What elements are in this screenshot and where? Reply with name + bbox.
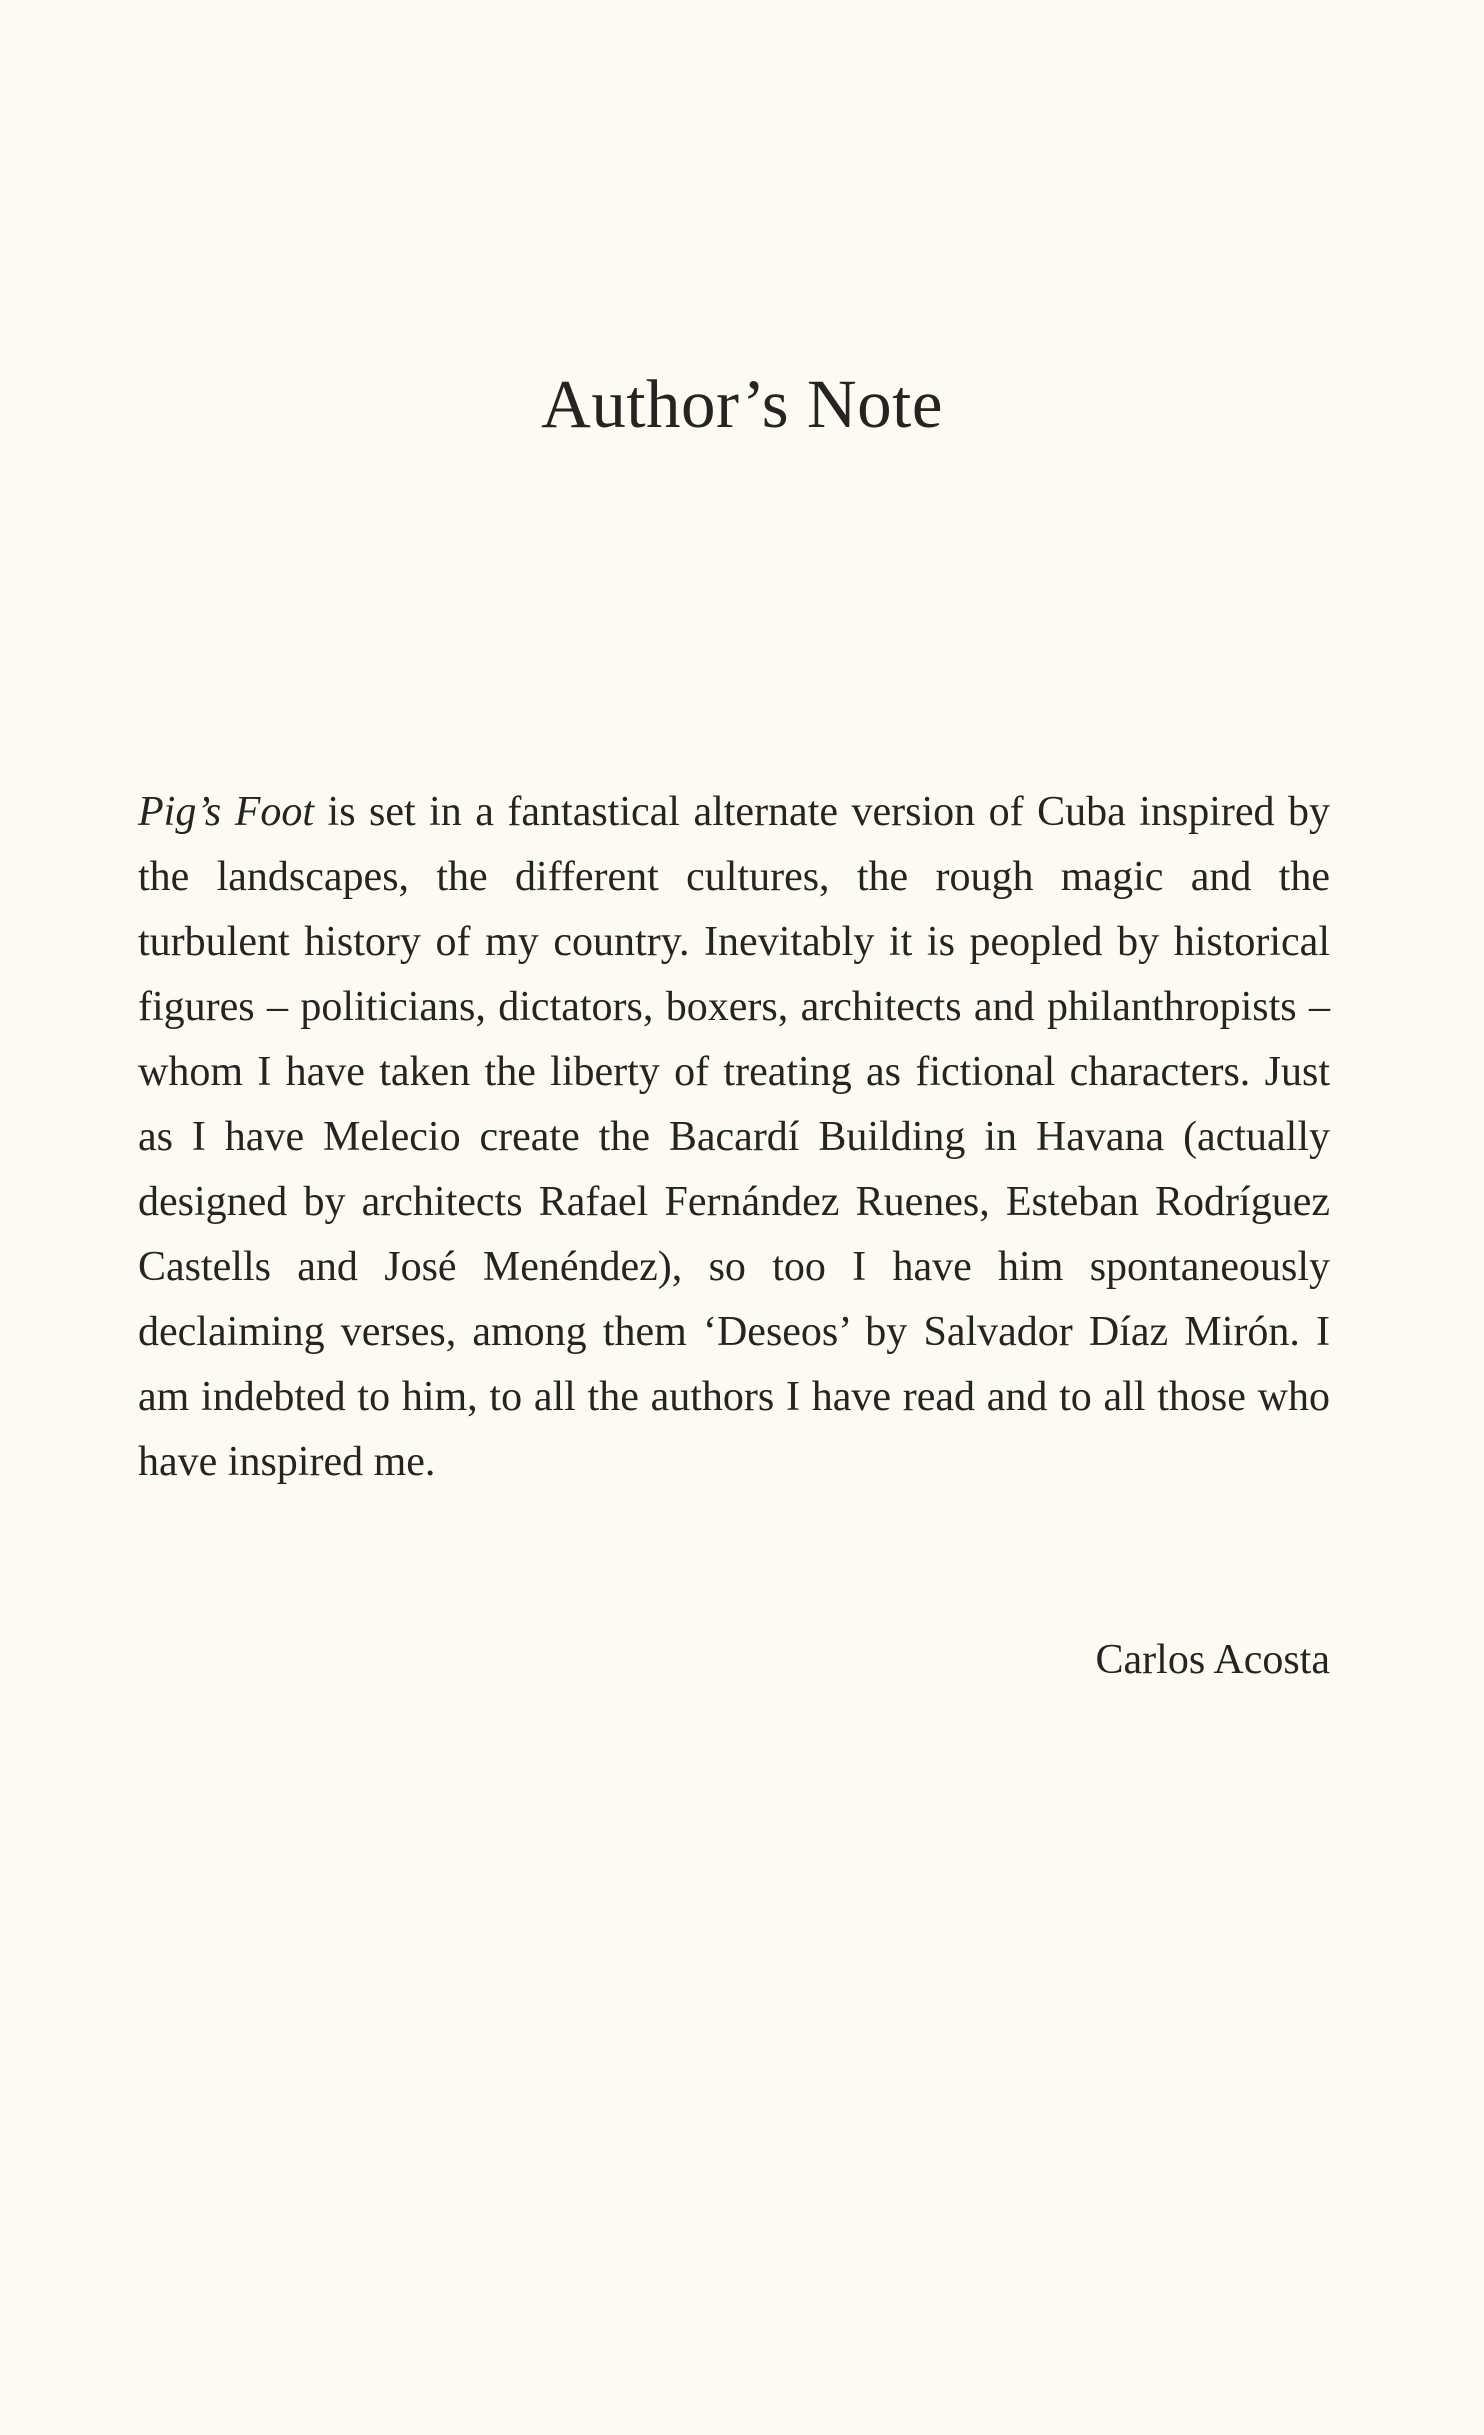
author-note-text: is set in a fantastical alternate version of Cuba inspired by the landscapes, the different cultures, the rough magic and the turbulent history of my country. Inevitably it is peopled by historical figures – politicians, dictators, boxers, architects and philanthropists – whom I have taken the liberty of treating as fictional characters. Just as I have Melecio create the Bacardí Building in Havana (actually designed by architects Rafael Fernández Ruenes, Esteban Rodríguez Castells and José Menéndez), so too I have him spontaneously declaiming verses, among them ‘Deseos’ by Salvador Díaz Mirón. I am indebted to him, to all the authors I have read and to all those who have inspired me.	[138, 789, 1330, 1485]
page-title: Author’s Note	[541, 366, 943, 442]
author-note-paragraph	[138, 780, 1330, 1495]
book-title: Pig’s Foot	[138, 789, 315, 835]
author-signature: Carlos Acosta	[1095, 1637, 1330, 1683]
